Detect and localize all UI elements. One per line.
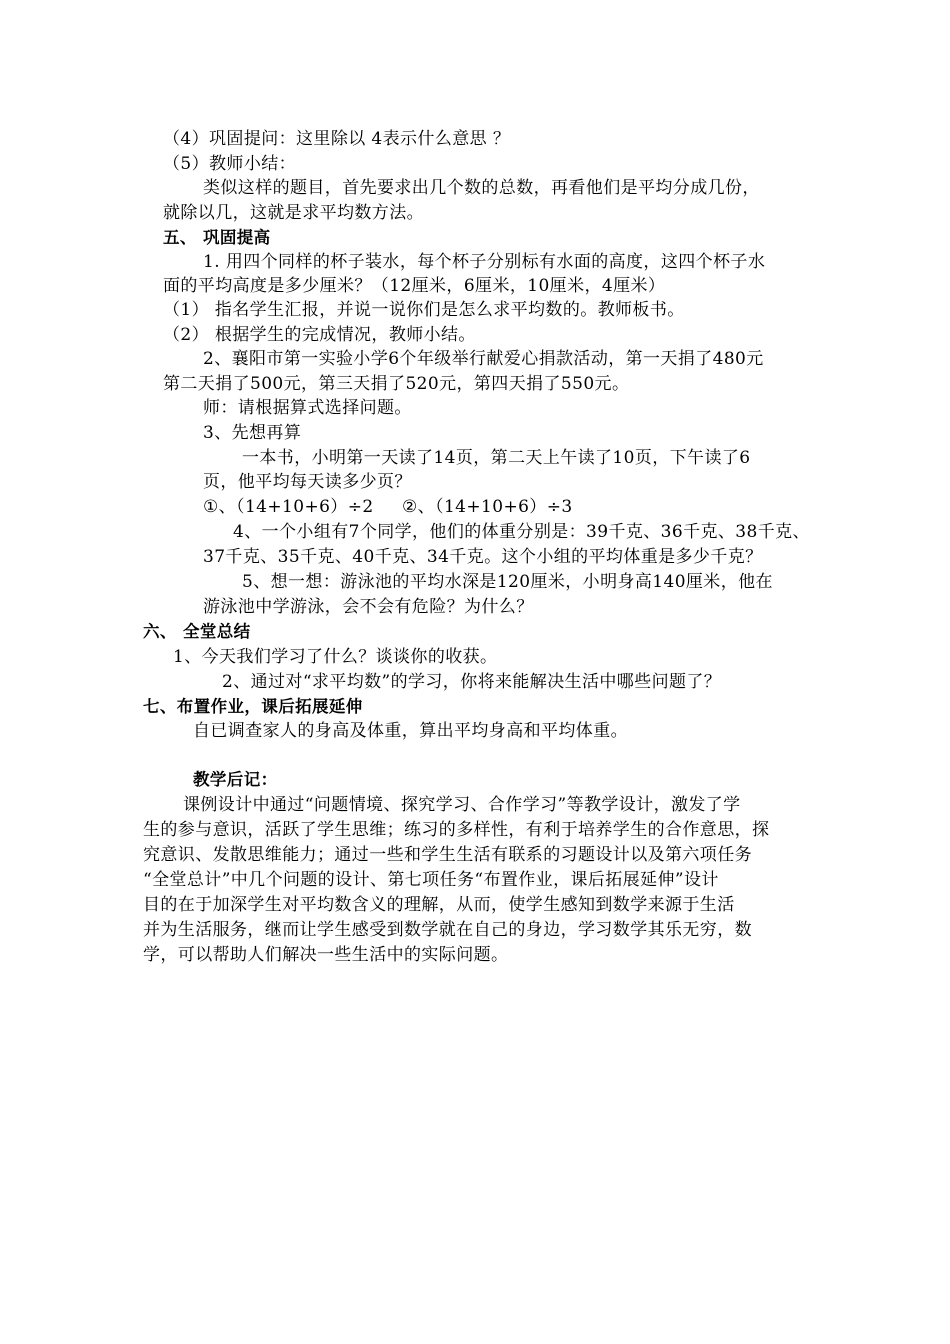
- text-line: （4）巩固提问：这里除以 4表示什么意思 ？: [163, 129, 511, 149]
- text-line: 究意识、发散思维能力；通过一些和学生生活有联系的习题设计以及第六项任务: [143, 845, 752, 865]
- text-line: 2、通过对“求平均数”的学习，你将来能解决生活中哪些问题了？: [222, 672, 722, 692]
- text-line: “全堂总计”中几个问题的设计、第七项任务“布置作业，课后拓展延伸”设计: [143, 870, 719, 890]
- text-line: 3、先想再算: [203, 423, 302, 443]
- text-line: 一本书，小明第一天读了14页，第二天上午读了10页，下午读了6: [242, 448, 751, 468]
- text-line: 页，他平均每天读多少页？: [203, 472, 412, 492]
- text-line: 生的参与意识，活跃了学生思维；练习的多样性，有利于培养学生的合作意思，探: [143, 820, 770, 840]
- text-line: 目的在于加深学生对平均数含义的理解，从而，使学生感知到数学来源于生活: [143, 895, 735, 915]
- text-line: 1、今天我们学习了什么？谈谈你的收获。: [173, 647, 498, 667]
- text-line: 师：请根据算式选择问题。: [203, 398, 412, 418]
- text-line: 学，可以帮助人们解决一些生活中的实际问题。: [143, 945, 509, 965]
- section-heading: 六、 全堂总结: [143, 622, 251, 641]
- text-line: 课例设计中通过“问题情境、探究学习、合作学习”等教学设计，激发了学: [183, 795, 741, 815]
- text-line: 并为生活服务，继而让学生感受到数学就在自己的身边，学习数学其乐无穷，数: [143, 920, 752, 940]
- option-2: ②、（14+10+6）÷3: [402, 497, 573, 517]
- text-line: 就除以几，这就是求平均数方法。: [163, 203, 424, 223]
- text-line: 面的平均高度是多少厘米？（12厘米，6厘米，10厘米，4厘米）: [163, 276, 666, 296]
- text-line: 5、想一想：游泳池的平均水深是120厘米，小明身高140厘米，他在: [242, 572, 773, 592]
- text-line: （1） 指名学生汇报，并说一说你们是怎么求平均数的。教师板书。: [163, 300, 685, 320]
- text-line: 4、一个小组有7个同学，他们的体重分别是：39千克、36千克、38千克、: [233, 522, 810, 542]
- text-line: （5）教师小结：: [163, 154, 297, 174]
- text-line: 第二天捐了500元，第三天捐了520元，第四天捐了550元。: [163, 374, 630, 394]
- option-1: ①、（14+10+6）÷2: [203, 497, 374, 517]
- text-line: 37千克、35千克、40千克、34千克。这个小组的平均体重是多少千克？: [203, 547, 763, 567]
- text-line: 游泳池中学游泳，会不会有危险？为什么？: [203, 597, 534, 617]
- section-heading: 七、布置作业，课后拓展延伸: [143, 697, 363, 716]
- afterword-heading: 教学后记：: [193, 770, 278, 789]
- text-line: 1. 用四个同样的杯子装水，每个杯子分别标有水面的高度，这四个杯子水: [203, 252, 766, 272]
- text-line: 2、襄阳市第一实验小学6个年级举行献爱心捐款活动，第一天捐了480元: [203, 349, 764, 369]
- text-line: 自已调查家人的身高及体重，算出平均身高和平均体重。: [193, 721, 628, 741]
- section-heading: 五、 巩固提高: [163, 228, 271, 247]
- text-line: （2） 根据学生的完成情况，教师小结。: [163, 325, 476, 345]
- text-line: 类似这样的题目，首先要求出几个数的总数，再看他们是平均分成几份，: [203, 178, 760, 198]
